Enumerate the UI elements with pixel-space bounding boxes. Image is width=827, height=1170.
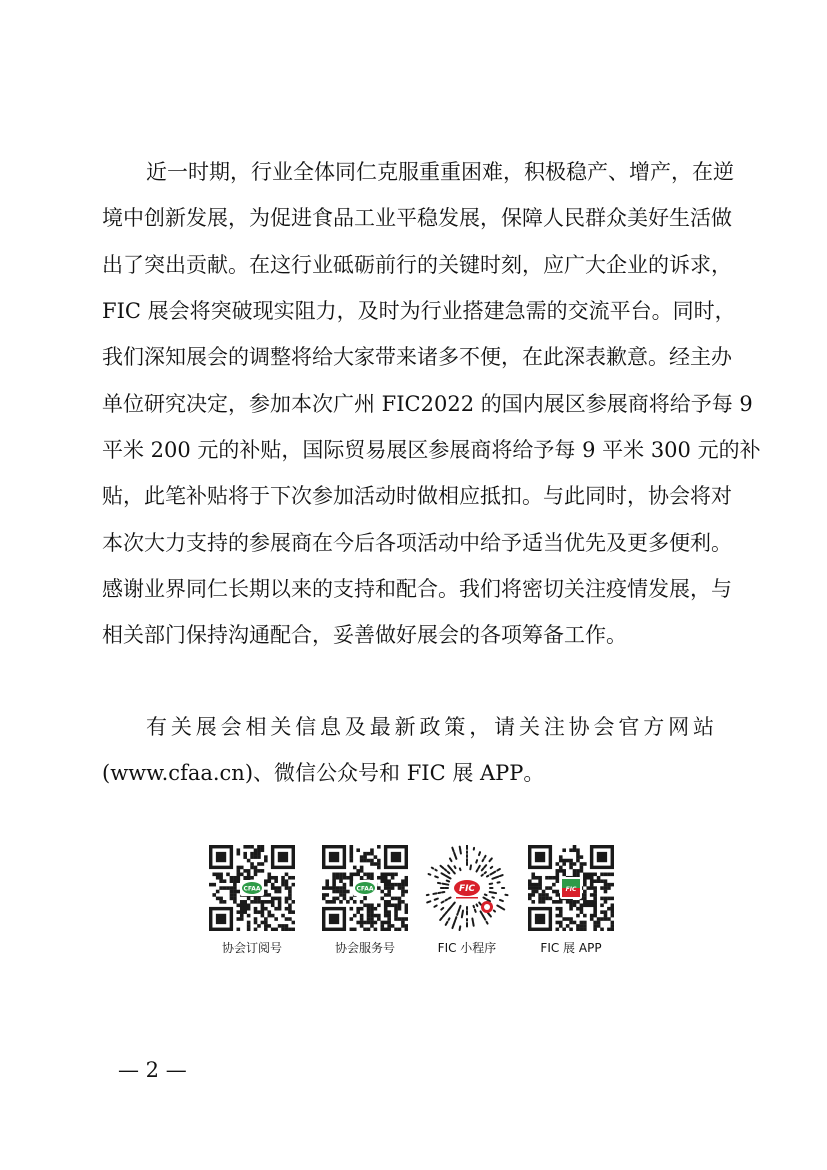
svg-text:CFAA: CFAA [243,885,261,893]
qr-label: FIC 小程序 [437,941,497,955]
paragraph-1-line: 本次大力支持的参展商在今后各项活动中给予适当优先及更多便利。 [102,531,732,555]
paragraph-1-line: 境中创新发展，为促进食品工业平稳发展，保障人民群众美好生活做 [102,206,732,230]
svg-text:FIC: FIC [458,884,476,894]
qr-code-icon [209,845,295,931]
paragraph-1-line: 贴，此笔补贴将于下次参加活动时做相应抵扣。与此同时，协会将对 [102,484,732,508]
mini-program-code-icon [424,845,510,931]
cfaa-logo-icon [240,880,264,896]
paragraph-1-line: 相关部门保持沟通配合，妥善做好展会的各项筹备工作。 [102,623,627,647]
qr-subscription-account [202,845,302,956]
svg-text:FIC: FIC [565,886,577,893]
qr-service-account [315,845,415,956]
cfaa-logo-icon [353,880,377,896]
qr-code-icon [528,845,614,931]
paragraph-1-line: 近一时期，行业全体同仁克服重重困难，积极稳产、增产，在逆 [146,160,734,184]
qr-mini-program [417,845,517,956]
svg-text:CFAA: CFAA [356,885,374,893]
qr-label: 协会订阅号 [221,941,282,955]
qr-fic-app [521,845,621,956]
paragraph-1-line: 出了突出贡献。在这行业砥砺前行的关键时刻，应广大企业的诉求， [102,253,732,277]
paragraph-2-line: 有关展会相关信息及最新政策，请关注协会官方网站 [146,715,714,739]
paragraph-1-line: FIC 展会将突破现实阻力，及时为行业搭建急需的交流平台。同时， [102,299,736,323]
paragraph-2-line: (www.cfaa.cn)、微信公众号和 FIC 展 APP。 [102,761,545,785]
paragraph-1-line: 感谢业界同仁长期以来的支持和配合。我们将密切关注疫情发展，与 [102,577,732,601]
qr-label: 协会服务号 [334,941,395,955]
page-number: — 2 — [118,1058,187,1082]
paragraph-1-line: 单位研究决定，参加本次广州 FIC2022 的国内展区参展商将给予每 9 [102,392,753,416]
fic-logo-icon [560,877,582,899]
qr-label: FIC 展 APP [540,941,602,955]
paragraph-1-line: 平米 200 元的补贴，国际贸易展区参展商将给予每 9 平米 300 元的补 [102,438,761,462]
qr-code-icon [322,845,408,931]
paragraph-1-line: 我们深知展会的调整将给大家带来诸多不便，在此深表歉意。经主办 [102,345,732,369]
